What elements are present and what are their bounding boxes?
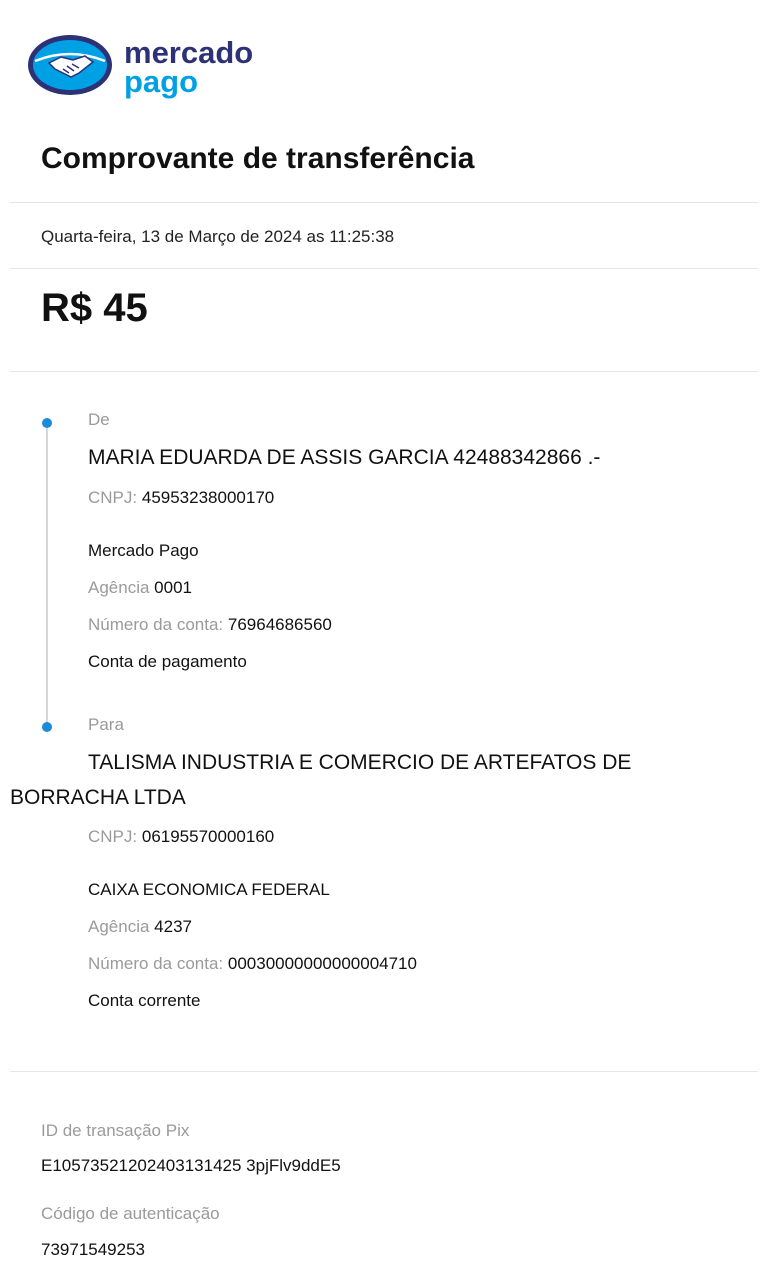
from-account-label: Número da conta: — [88, 615, 224, 634]
to-cnpj — [88, 827, 274, 847]
pix-id-value: E10573521202403131425 3pjFlv9ddE5 — [41, 1156, 341, 1175]
divider — [10, 268, 758, 269]
to-agency-value: 4237 — [154, 917, 192, 936]
transfer-amount: R$ 45 — [41, 286, 148, 330]
from-account-value: 76964686560 — [227, 615, 332, 634]
from-cnpj-label: CNPJ: — [88, 488, 138, 507]
to-bank: CAIXA ECONOMICA FEDERAL — [88, 880, 330, 899]
page-title: Comprovante de transferência — [41, 142, 475, 175]
from-account — [88, 615, 332, 635]
auth-code-value: 73971549253 — [41, 1240, 146, 1259]
to-cnpj-value: 06195570000160 — [141, 827, 275, 846]
to-cnpj-label: CNPJ: — [88, 827, 138, 846]
from-cnpj — [88, 488, 274, 508]
timeline-dot-from — [42, 418, 52, 428]
to-agency-label: Agência — [88, 917, 150, 936]
to-account-value: 00030000000000004710 — [227, 954, 417, 973]
pix-id-label: ID de transação Pix — [41, 1121, 190, 1140]
from-label: De — [88, 410, 110, 429]
from-account-type: Conta de pagamento — [88, 652, 247, 671]
mercado-pago-logo — [27, 33, 267, 99]
to-account-label: Número da conta: — [88, 954, 224, 973]
to-account-type: Conta corrente — [88, 991, 201, 1010]
divider — [10, 1071, 758, 1072]
handshake-icon — [27, 33, 267, 99]
timeline-line — [46, 423, 48, 727]
transfer-date: Quarta-feira, 13 de Março de 2024 as 11:25:38 — [41, 227, 395, 246]
from-name: MARIA EDUARDA DE ASSIS GARCIA 42488342866 .- — [88, 446, 601, 469]
divider — [10, 202, 758, 203]
logo-text-pago: pago — [124, 64, 199, 99]
timeline-dot-to — [42, 722, 52, 732]
from-agency-label: Agência — [88, 578, 150, 597]
from-bank: Mercado Pago — [88, 541, 199, 560]
to-label: Para — [88, 715, 124, 734]
from-agency — [88, 578, 192, 598]
from-agency-value: 0001 — [154, 578, 192, 597]
from-cnpj-value: 45953238000170 — [141, 488, 275, 507]
auth-code-label: Código de autenticação — [41, 1204, 220, 1223]
to-agency — [88, 917, 192, 937]
to-name: TALISMA INDUSTRIA E COMERCIO DE ARTEFATOS DE BORRACHA LTDA — [10, 751, 632, 809]
divider — [10, 371, 758, 372]
logo-text-mercado: mercado — [124, 35, 254, 70]
to-account — [88, 954, 417, 974]
